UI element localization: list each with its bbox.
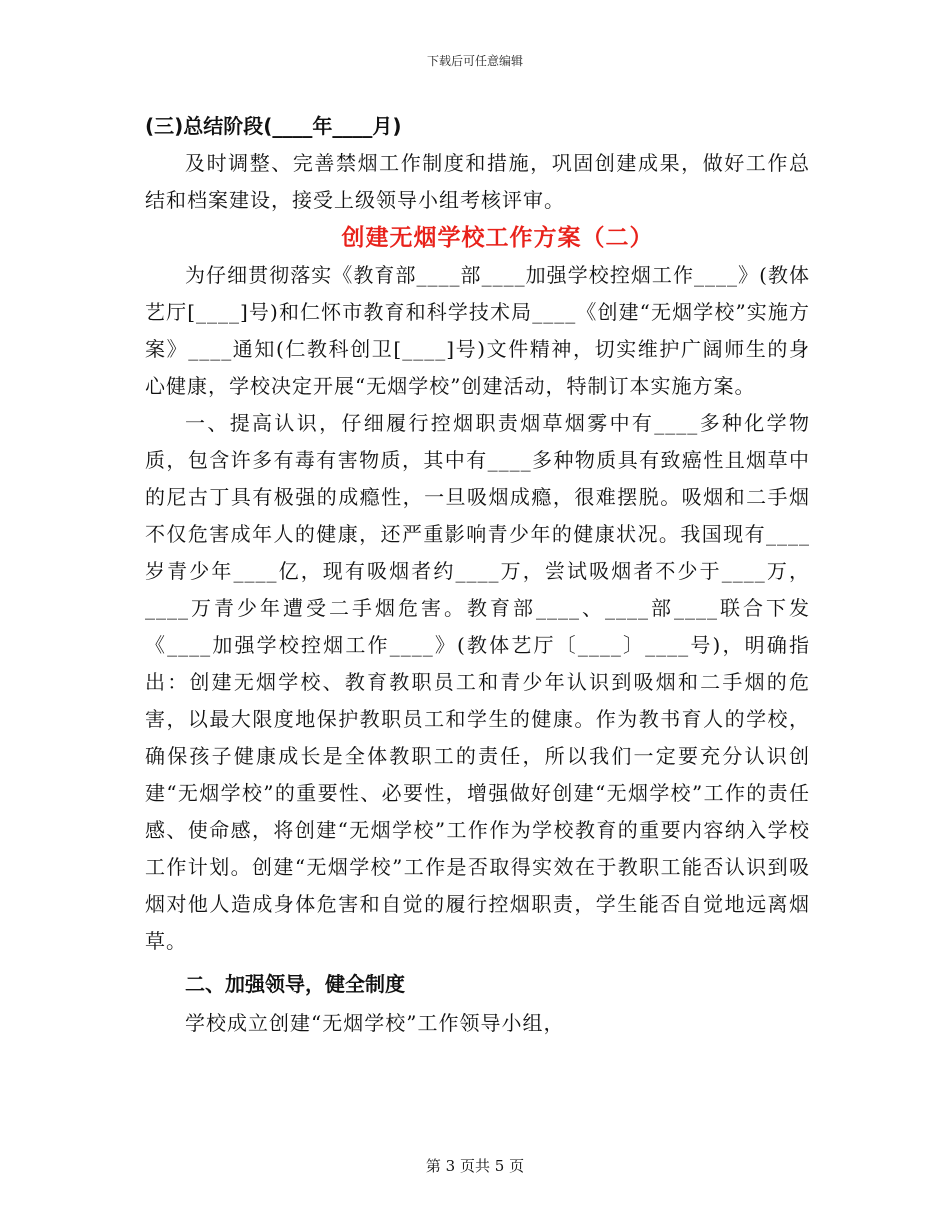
page-header-note: 下载后可任意编辑 [426, 54, 523, 68]
plan2-point2-title: 二、加强领导，健全制度 [185, 972, 405, 996]
plan2-title: 创建无烟学校工作方案（二） [341, 225, 654, 251]
section3-heading: (三)总结阶段(____年____月) [145, 114, 402, 138]
plan2-point2-body: 学校成立创建“无烟学校”工作领导小组， [185, 1011, 565, 1035]
plan2-intro: 为仔细贯彻落实《教育部____部____加强学校控烟工作____》(教体艺厅[____]号)和仁怀市教育和科学技术局____《创建“无烟学校”实施方案》____通知(仁教科创卫[____]号)文件精神，切实维护广阔师生的身心健康，学校决定开展“无烟学校”创建活动，特制订本实施方案。 [145, 263, 810, 398]
plan2-point1: 一、提高认识，仔细履行控烟职责烟草烟雾中有____多种化学物质，包含许多有毒有害物质，其中有____多种物质具有致癌性且烟草中的尼古丁具有极强的成瘾性，一旦吸烟成瘾，很难摆脱。吸烟和二手烟不仅危害成年人的健康，还严重影响青少年的健康状况。我国现有____岁青少年____亿，现有吸烟者约____万，尝试吸烟者不少于____万，____万青少年遭受二手烟危害。教育部____、____部____联合下发《____加强学校控烟工作____》(教体艺厅〔____〕____号)，明确指出：创建无烟学校、教育教职员工和青少年认识到吸烟和二手烟的危害，以最大限度地保护教职员工和学生的健康。作为教书育人的学校，确保孩子健康成长是全体教职工的责任，所以我们一定要充分认识创建“无烟学校”的重要性、必要性，增强做好创建“无烟学校”工作的责任感、使命感，将创建“无烟学校”工作作为学校教育的重要内容纳入学校工作计划。创建“无烟学校”工作是否取得实效在于教职工能否认识到吸烟对他人造成身体危害和自觉的履行控烟职责，学生能否自觉地远离烟草。 [145, 411, 810, 953]
page-number-footer: 第 3 页共 5 页 [425, 1157, 525, 1175]
section3-body: 及时调整、完善禁烟工作制度和措施，巩固创建成果，做好工作总结和档案建设，接受上级领导小组考核评审。 [145, 151, 810, 212]
document-body [145, 108, 810, 1042]
